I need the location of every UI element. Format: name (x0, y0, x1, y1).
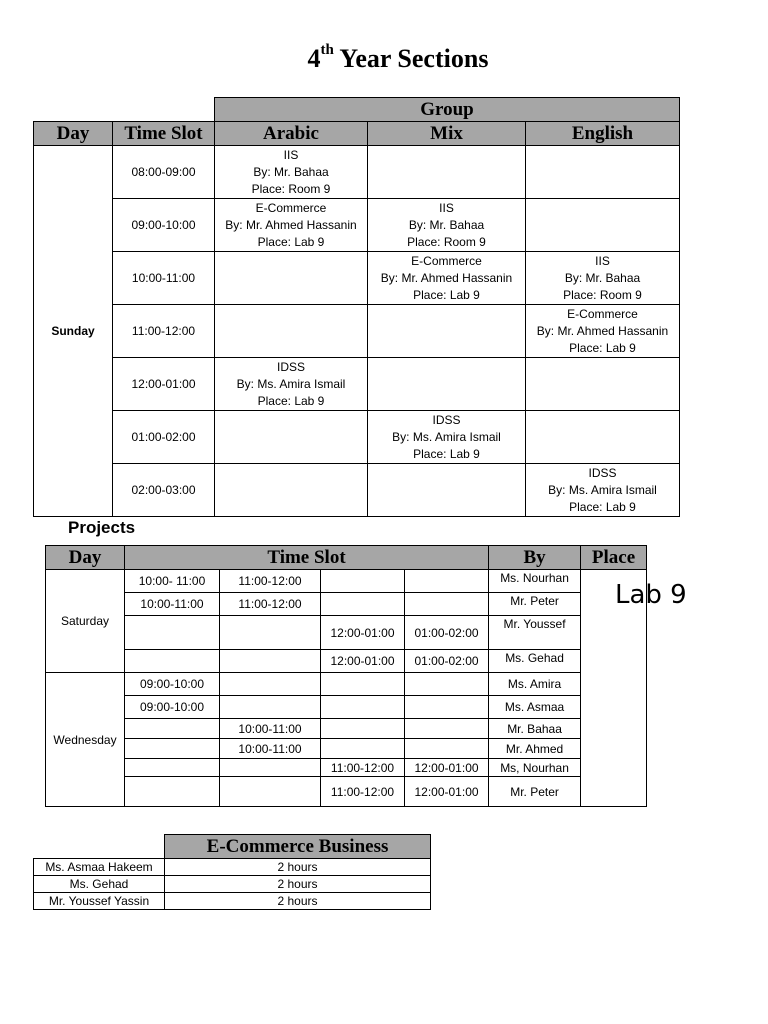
group-header: Group (215, 98, 680, 122)
section-row (34, 411, 680, 464)
section-line: Place: Lab 9 (569, 499, 636, 514)
project-time-cell: 12:00-01:00 (321, 616, 405, 650)
section-line: By: Mr. Ahmed Hassanin (380, 270, 513, 285)
projects-col-time-slot: Time Slot (125, 546, 489, 570)
project-time-cell (321, 739, 405, 759)
section-line: E-Commerce (255, 200, 327, 215)
project-time-cell: 10:00- 11:00 (125, 570, 220, 593)
project-time-cell (125, 777, 220, 807)
project-time-cell: 11:00-12:00 (220, 570, 321, 593)
project-row (46, 696, 647, 719)
section-line: By: Mr. Ahmed Hassanin (225, 217, 357, 232)
place-value: Lab 9 (615, 580, 687, 610)
project-time-cell (220, 759, 321, 777)
section-line: Place: Room 9 (251, 181, 331, 196)
project-time-cell (220, 616, 321, 650)
project-time-cell: 10:00-11:00 (220, 739, 321, 759)
col-header-mix: Mix (368, 122, 526, 146)
section-line: IDSS (432, 412, 461, 427)
ecommerce-name-cell: Mr. Youssef Yassin (34, 893, 165, 910)
section-line: IIS (595, 253, 610, 268)
section-cell-arabic (215, 358, 368, 411)
time-slot-cell: 11:00-12:00 (113, 305, 215, 358)
project-time-cell (405, 673, 489, 696)
day-cell-sunday: Sunday (34, 146, 113, 517)
project-time-cell (405, 593, 489, 616)
title-superscript: th (320, 42, 334, 59)
time-slot-cell: 09:00-10:00 (113, 199, 215, 252)
section-line: IIS (283, 147, 299, 162)
section-line: By: Ms. Amira Ismail (548, 482, 657, 497)
ecommerce-row (34, 876, 431, 893)
project-time-cell: 12:00-01:00 (321, 650, 405, 673)
project-time-cell: 11:00-12:00 (321, 777, 405, 807)
project-time-cell (405, 570, 489, 593)
section-row (34, 305, 680, 358)
section-line: Place: Lab 9 (257, 234, 325, 249)
project-time-cell (125, 759, 220, 777)
project-time-cell: 11:00-12:00 (220, 593, 321, 616)
section-cell-arabic (215, 411, 368, 464)
project-time-cell: 12:00-01:00 (405, 777, 489, 807)
sections-table (33, 97, 680, 517)
ecommerce-name-cell: Ms. Gehad (34, 876, 165, 893)
project-time-cell: 01:00-02:00 (405, 650, 489, 673)
project-time-cell (125, 650, 220, 673)
project-time-cell (125, 719, 220, 739)
col-header-english: English (526, 122, 680, 146)
title-prefix: 4 (307, 44, 321, 73)
project-by-cell: Ms. Asmaa (489, 696, 581, 719)
section-cell-english (526, 358, 680, 411)
day-cell-wednesday: Wednesday (46, 673, 125, 807)
section-cell-mix (368, 199, 526, 252)
section-row (34, 464, 680, 517)
ecommerce-row (34, 893, 431, 910)
project-time-cell (321, 696, 405, 719)
project-by-cell: Mr. Peter (489, 593, 581, 616)
section-row (34, 252, 680, 305)
section-row (34, 199, 680, 252)
section-line: Place: Room 9 (407, 234, 486, 249)
ecommerce-header: E-Commerce Business (165, 835, 431, 859)
blank-corner-cell (34, 98, 215, 122)
projects-table (45, 545, 647, 807)
section-cell-mix (368, 146, 526, 199)
project-row (46, 673, 647, 696)
ecommerce-hours-cell: 2 hours (165, 859, 431, 876)
project-time-cell (321, 719, 405, 739)
ecommerce-name-cell: Ms. Asmaa Hakeem (34, 859, 165, 876)
section-cell-arabic (215, 464, 368, 517)
section-cell-arabic (215, 252, 368, 305)
project-time-cell (321, 570, 405, 593)
project-time-cell (405, 719, 489, 739)
section-line: By: Ms. Amira Ismail (392, 429, 501, 444)
project-row (46, 739, 647, 759)
ecommerce-hours-cell: 2 hours (165, 893, 431, 910)
project-time-cell (220, 650, 321, 673)
project-time-cell: 10:00-11:00 (125, 593, 220, 616)
section-cell-arabic (215, 199, 368, 252)
project-row (46, 777, 647, 807)
projects-col-place: Place (581, 546, 647, 570)
ecommerce-hours-cell: 2 hours (165, 876, 431, 893)
section-line: Place: Lab 9 (413, 446, 480, 461)
project-time-cell (125, 739, 220, 759)
time-slot-cell: 08:00-09:00 (113, 146, 215, 199)
section-cell-arabic (215, 305, 368, 358)
projects-label: Projects (68, 518, 136, 537)
section-line: By: Mr. Bahaa (564, 270, 641, 285)
project-time-cell: 09:00-10:00 (125, 696, 220, 719)
section-cell-english (526, 464, 680, 517)
page-title (0, 44, 768, 74)
title-rest: Year Sections (333, 44, 489, 73)
time-slot-cell: 10:00-11:00 (113, 252, 215, 305)
project-time-cell (220, 673, 321, 696)
section-cell-english (526, 305, 680, 358)
blank-corner-cell (34, 835, 165, 859)
col-header-arabic: Arabic (215, 122, 368, 146)
project-time-cell (220, 696, 321, 719)
project-by-cell: Mr. Youssef (489, 616, 581, 650)
project-row (46, 570, 647, 593)
project-time-cell (125, 616, 220, 650)
project-time-cell (405, 696, 489, 719)
section-cell-english (526, 199, 680, 252)
project-time-cell: 11:00-12:00 (321, 759, 405, 777)
section-line: Place: Lab 9 (257, 393, 325, 408)
section-cell-mix (368, 252, 526, 305)
time-slot-cell: 01:00-02:00 (113, 411, 215, 464)
project-time-cell (405, 739, 489, 759)
project-by-cell: Ms, Nourhan (489, 759, 581, 777)
section-cell-mix (368, 358, 526, 411)
section-line: IIS (439, 200, 454, 215)
section-line: By: Ms. Amira Ismail (236, 376, 346, 391)
section-line: Place: Room 9 (563, 287, 642, 302)
project-row (46, 759, 647, 777)
section-line: By: Mr. Ahmed Hassanin (536, 323, 669, 338)
projects-col-by: By (489, 546, 581, 570)
section-line: E-Commerce (567, 306, 638, 321)
project-by-cell: Mr. Peter (489, 777, 581, 807)
time-slot-cell: 02:00-03:00 (113, 464, 215, 517)
col-header-day: Day (34, 122, 113, 146)
projects-col-day: Day (46, 546, 125, 570)
project-time-cell (321, 673, 405, 696)
section-cell-mix (368, 464, 526, 517)
project-row (46, 650, 647, 673)
day-cell-saturday: Saturday (46, 570, 125, 673)
section-cell-mix (368, 411, 526, 464)
project-time-cell: 01:00-02:00 (405, 616, 489, 650)
project-by-cell: Mr. Bahaa (489, 719, 581, 739)
project-time-cell (321, 593, 405, 616)
project-time-cell: 09:00-10:00 (125, 673, 220, 696)
section-line: Place: Lab 9 (569, 340, 636, 355)
project-time-cell: 10:00-11:00 (220, 719, 321, 739)
section-row (34, 146, 680, 199)
section-line: IDSS (588, 465, 617, 480)
section-line: Place: Lab 9 (413, 287, 480, 302)
section-cell-english (526, 411, 680, 464)
time-slot-cell: 12:00-01:00 (113, 358, 215, 411)
section-cell-english (526, 252, 680, 305)
section-line: By: Mr. Bahaa (408, 217, 485, 232)
section-cell-arabic (215, 146, 368, 199)
project-by-cell: Ms. Gehad (489, 650, 581, 673)
section-line: IDSS (276, 359, 305, 374)
section-line: E-Commerce (411, 253, 482, 268)
ecommerce-table (33, 834, 431, 910)
section-line: By: Mr. Bahaa (253, 164, 329, 179)
project-by-cell: Mr. Ahmed (489, 739, 581, 759)
project-time-cell: 12:00-01:00 (405, 759, 489, 777)
col-header-time-slot: Time Slot (113, 122, 215, 146)
project-row (46, 719, 647, 739)
section-cell-mix (368, 305, 526, 358)
ecommerce-row (34, 859, 431, 876)
project-time-cell (220, 777, 321, 807)
section-row (34, 358, 680, 411)
project-row (46, 616, 647, 650)
project-by-cell: Ms. Nourhan (489, 570, 581, 593)
project-row (46, 593, 647, 616)
project-by-cell: Ms. Amira (489, 673, 581, 696)
section-cell-english (526, 146, 680, 199)
